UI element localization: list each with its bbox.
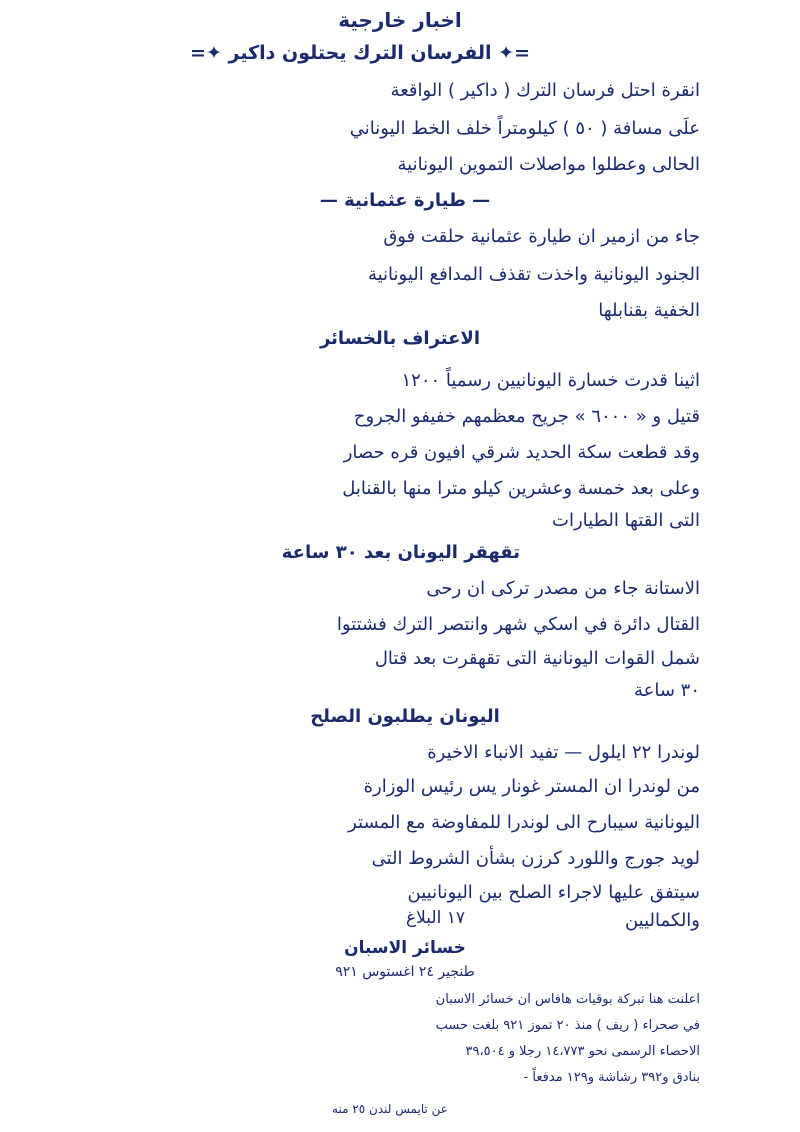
item-5-line: لويد جورج واللورد كرزن بشأن الشروط التى (371, 848, 700, 869)
item-4-line: ٣٠ ساعة (633, 680, 700, 701)
item-5-line: سيتفق عليها لاجراء الصلح بين اليونانيين (407, 882, 700, 903)
headline-5: اليونان يطلبون الصلح (310, 706, 500, 727)
headline-1 (190, 42, 530, 64)
item-3-line: قتيل و « ٦٠٠٠ » جريح معظمهم خفيفو الجروح (353, 406, 700, 427)
section-title: اخبار خارجية (338, 8, 462, 32)
headline-4: تقهقر اليونان بعد ٣٠ ساعة (281, 542, 520, 563)
ornament-left-icon: =✦ (498, 42, 530, 64)
item-1-line: علَى مسافة ( ٥٠ ) كيلومتراً خلف الخط اليوناني (349, 118, 700, 139)
item-1-line: الحالى وعطلوا مواصلات التموين اليونانية (397, 154, 700, 175)
item-6-line: الاحصاء الرسمى نحو ١٤،٧٧٣ رجلا و ٣٩،٥٠٤ (465, 1044, 700, 1059)
headline-2: — طيارة عثمانية — (319, 190, 491, 211)
item-3-line: وقد قطعت سكة الحديد شرقي افيون قره حصار (343, 442, 700, 463)
item-2-line: الجنود اليونانية واخذت تقذف المدافع اليونانية (367, 264, 700, 285)
item-3-line: وعلى بعد خمسة وعشرين كيلو مترا منها بالقنابل (342, 478, 700, 499)
item-4-line: شمل القوات اليونانية التى تقهقرت بعد قتال (374, 648, 700, 669)
ornament-right-icon: ✦= (190, 42, 222, 64)
item-5-line: اليونانية سيبارح الى لوندرا للمفاوضة مع المستر (348, 812, 700, 833)
item-5-line: من لوندرا ان المستر غونار يس رئيس الوزارة (363, 776, 700, 797)
dateline: طنجير ٢٤ اغستوس ٩٢١ (335, 964, 475, 980)
source-ref: ١٧ البلاغ (406, 908, 465, 928)
item-6-line: في صحراء ( ريف ) منذ ٢٠ تموز ٩٢١ بلغت حسب (435, 1018, 700, 1033)
item-5-line: لوندرا ٢٢ ايلول — تفيد الانباء الاخيرة (427, 742, 700, 763)
headline-3: الاعتراف بالخسائر (319, 328, 481, 349)
item-2-line: الخفية بقنابلها (598, 300, 700, 321)
item-6-line: بنادق و٣٩٢ رشاشة و١٢٩ مدفعاً - (523, 1070, 700, 1085)
item-5-last-line: والكماليين (624, 910, 700, 931)
item-6-line: اعلنت هنا تبركة بوقيات هافاس ان خسائر الاسبان (435, 992, 700, 1007)
item-3-line: اثينا قدرت خسارة اليونانيين رسمياً ١٢٠٠ (401, 370, 700, 391)
item-4-line: الاستانة جاء من مصدر تركى ان رحى (426, 578, 700, 599)
headline-6: خسائر الاسبان (344, 938, 466, 958)
source-note: عن تايمس لندن ٢٥ منه (332, 1102, 448, 1116)
item-1-line: انقرة احتل فرسان الترك ( داكير ) الواقعة (390, 80, 700, 101)
headline-1-text: الفرسان الترك يحتلون داكير (228, 42, 492, 64)
item-3-line: التى القتها الطيارات (552, 510, 700, 531)
item-4-line: القتال دائرة في اسكي شهر وانتصر الترك فشتتوا (336, 614, 700, 635)
item-2-line: جاء من ازمير ان طيارة عثمانية حلقت فوق (383, 226, 700, 247)
